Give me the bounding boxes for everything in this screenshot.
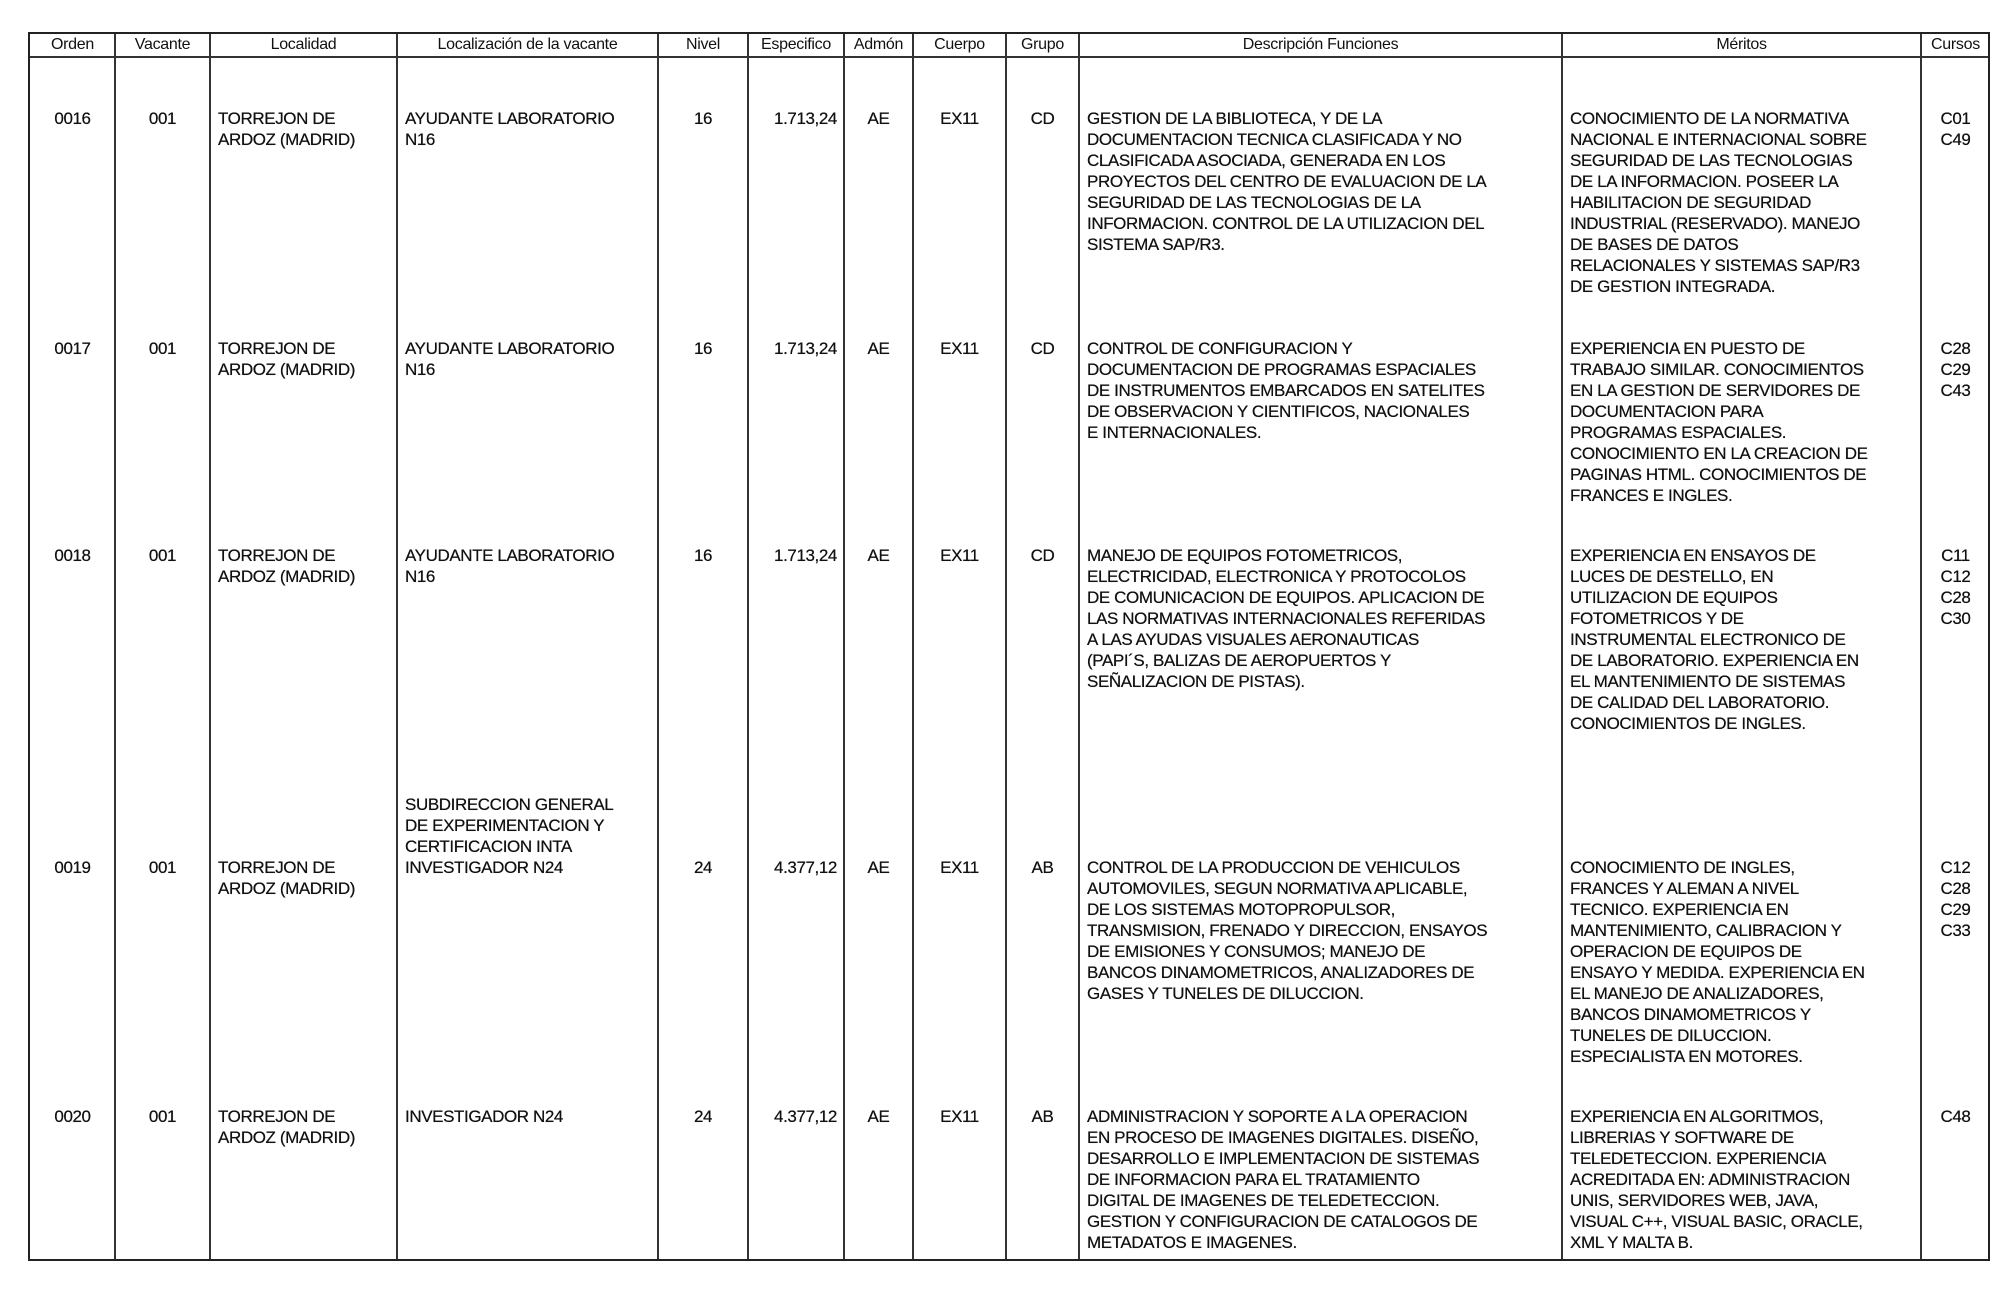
header-grupo: Grupo <box>1021 36 1064 53</box>
cell-especifico: 4.377,12 <box>774 858 837 877</box>
header-cuerpo: Cuerpo <box>934 36 985 53</box>
cell-localidad: TORREJON DE ARDOZ (MADRID) <box>218 1107 355 1147</box>
cell-nivel: 24 <box>693 858 713 877</box>
header-nivel: Nivel <box>685 36 721 53</box>
header-orden: Orden <box>51 36 94 53</box>
column-divider <box>209 34 211 1259</box>
header-descripcion: Descripción Funciones <box>1242 36 1399 53</box>
cell-orden: 0020 <box>54 1107 91 1126</box>
cell-grupo: CD <box>1030 339 1055 358</box>
cell-meritos: EXPERIENCIA EN ENSAYOS DE LUCES DE DESTELLO, EN UTILIZACION DE EQUIPOS FOTOMETRICOS Y DE INSTRUMENTAL ELECTRONICO DE DE LABORATORIO. EXPERIENCIA EN EL MANTENIMIENTO DE SISTEMAS DE CALIDAD DEL LABORATORIO. CONOCIMIENTOS DE INGLES. <box>1570 546 1859 733</box>
cell-localidad: TORREJON DE ARDOZ (MADRID) <box>218 546 355 586</box>
cell-nivel: 16 <box>693 109 713 128</box>
cell-descripcion: CONTROL DE LA PRODUCCION DE VEHICULOS AUTOMOVILES, SEGUN NORMATIVA APLICABLE, DE LOS SISTEMAS MOTOPROPULSOR, TRANSMISION, FRENADO Y DIRECCION, ENSAYOS DE EMISIONES Y CONSUMOS; MANEJO DE BANCOS DINAMOMETRICOS, ANALIZADORES DE GASES Y TUNELES DE DILUCCION. <box>1087 858 1488 1003</box>
cell-descripcion: MANEJO DE EQUIPOS FOTOMETRICOS, ELECTRICIDAD, ELECTRONICA Y PROTOCOLOS DE COMUNICACION DE EQUIPOS. APLICACION DE LAS NORMATIVAS INTERNACIONALES REFERIDAS A LAS AYUDAS VISUALES AERONAUTICAS (PAPI´S, BALIZAS DE AEROPUERTOS Y SEÑALIZACION DE PISTAS). <box>1087 546 1486 691</box>
cell-admon: AE <box>867 109 890 128</box>
table-header <box>30 34 1988 58</box>
header-localizacion: Localización de la vacante <box>437 36 618 53</box>
cell-nivel: 24 <box>693 1107 713 1126</box>
column-divider <box>747 34 749 1259</box>
cell-localizacion: INVESTIGADOR N24 <box>405 1107 563 1126</box>
cell-especifico: 1.713,24 <box>774 546 837 565</box>
cell-cursos: C48 <box>1940 1107 1971 1126</box>
column-divider <box>1005 34 1007 1259</box>
cell-especifico: 4.377,12 <box>774 1107 837 1126</box>
cell-cuerpo: EX11 <box>940 858 979 877</box>
cell-cursos: C01 C49 <box>1940 109 1971 149</box>
cell-localizacion: AYUDANTE LABORATORIO N16 <box>405 546 615 586</box>
header-meritos: Méritos <box>1716 36 1767 53</box>
header-admon: Admón <box>853 36 904 53</box>
cell-cuerpo: EX11 <box>940 109 979 128</box>
cell-descripcion: ADMINISTRACION Y SOPORTE A LA OPERACION EN PROCESO DE IMAGENES DIGITALES. DISEÑO, DESARROLLO E IMPLEMENTACION DE SISTEMAS DE INFORMACION PARA EL TRATAMIENTO DIGITAL DE IMAGENES DE TELEDETECCION. GESTION Y CONFIGURACION DE CATALOGOS DE METADATOS E IMAGENES. <box>1087 1107 1480 1252</box>
cell-vacante: 001 <box>148 546 177 565</box>
cell-orden: 0019 <box>54 858 91 877</box>
cell-grupo: CD <box>1030 109 1055 128</box>
column-divider <box>1078 34 1080 1259</box>
cell-orden: 0018 <box>54 546 91 565</box>
cell-cursos: C28 C29 C43 <box>1940 339 1971 400</box>
cell-localizacion: SUBDIRECCION GENERAL DE EXPERIMENTACION Y CERTIFICACION INTA INVESTIGADOR N24 <box>405 795 614 877</box>
cell-meritos: CONOCIMIENTO DE INGLES, FRANCES Y ALEMAN A NIVEL TECNICO. EXPERIENCIA EN MANTENIMIENTO, CALIBRACION Y OPERACION DE EQUIPOS DE ENSAYO Y MEDIDA. EXPERIENCIA EN EL MANEJO DE ANALIZADORES, BANCOS DINAMOMETRICOS Y TUNELES DE DILUCCION. ESPECIALISTA EN MOTORES. <box>1570 858 1865 1066</box>
cell-admon: AE <box>867 858 890 877</box>
cell-admon: AE <box>867 1107 890 1126</box>
cell-vacante: 001 <box>148 858 177 877</box>
header-localidad: Localidad <box>270 36 337 53</box>
cell-meritos: EXPERIENCIA EN ALGORITMOS, LIBRERIAS Y SOFTWARE DE TELEDETECCION. EXPERIENCIA ACREDITADA EN: ADMINISTRACION UNIS, SERVIDORES WEB, JAVA, VISUAL C++, VISUAL BASIC, ORACLE, XML Y MALTA B. <box>1570 1107 1863 1252</box>
cell-meritos: CONOCIMIENTO DE LA NORMATIVA NACIONAL E INTERNACIONAL SOBRE SEGURIDAD DE LAS TECNOLOGIAS DE LA INFORMACION. POSEER LA HABILITACION DE SEGURIDAD INDUSTRIAL (RESERVADO). MANEJO DE BASES DE DATOS RELACIONALES Y SISTEMAS SAP/R3 DE GESTION INTEGRADA. <box>1570 109 1867 296</box>
cell-grupo: CD <box>1030 546 1055 565</box>
cell-localizacion: AYUDANTE LABORATORIO N16 <box>405 109 615 149</box>
column-divider <box>114 34 116 1259</box>
cell-admon: AE <box>867 339 890 358</box>
cell-nivel: 16 <box>693 339 713 358</box>
cell-nivel: 16 <box>693 546 713 565</box>
cell-grupo: AB <box>1031 1107 1054 1126</box>
cell-especifico: 1.713,24 <box>774 109 837 128</box>
cell-vacante: 001 <box>148 339 177 358</box>
cell-especifico: 1.713,24 <box>774 339 837 358</box>
header-vacante: Vacante <box>134 36 191 53</box>
cell-localidad: TORREJON DE ARDOZ (MADRID) <box>218 858 355 898</box>
cell-cursos: C12 C28 C29 C33 <box>1940 858 1971 940</box>
cell-cursos: C11 C12 C28 C30 <box>1940 546 1971 628</box>
header-especifico: Especifico <box>761 36 831 53</box>
cell-vacante: 001 <box>148 1107 177 1126</box>
header-cursos: Cursos <box>1931 36 1980 53</box>
cell-descripcion: CONTROL DE CONFIGURACION Y DOCUMENTACION DE PROGRAMAS ESPACIALES DE INSTRUMENTOS EMBARCADOS EN SATELITES DE OBSERVACION Y CIENTIFICOS, NACIONALES E INTERNACIONALES. <box>1087 339 1485 442</box>
cell-vacante: 001 <box>148 109 177 128</box>
cell-localidad: TORREJON DE ARDOZ (MADRID) <box>218 109 355 149</box>
column-divider <box>657 34 659 1259</box>
cell-meritos: EXPERIENCIA EN PUESTO DE TRABAJO SIMILAR. CONOCIMIENTOS EN LA GESTION DE SERVIDORES DE DOCUMENTACION PARA PROGRAMAS ESPACIALES. CONOCIMIENTO EN LA CREACION DE PAGINAS HTML. CONOCIMIENTOS DE FRANCES E INGLES. <box>1570 339 1868 505</box>
column-divider <box>843 34 845 1259</box>
cell-grupo: AB <box>1031 858 1054 877</box>
cell-cuerpo: EX11 <box>940 1107 979 1126</box>
cell-localidad: TORREJON DE ARDOZ (MADRID) <box>218 339 355 379</box>
cell-cuerpo: EX11 <box>940 339 979 358</box>
cell-orden: 0016 <box>54 109 91 128</box>
cell-localizacion: AYUDANTE LABORATORIO N16 <box>405 339 615 379</box>
cell-cuerpo: EX11 <box>940 546 979 565</box>
vacancies-table <box>28 32 1990 1261</box>
cell-admon: AE <box>867 546 890 565</box>
column-divider <box>912 34 914 1259</box>
cell-orden: 0017 <box>54 339 91 358</box>
cell-descripcion: GESTION DE LA BIBLIOTECA, Y DE LA DOCUMENTACION TECNICA CLASIFICADA Y NO CLASIFICADA ASOCIADA, GENERADA EN LOS PROYECTOS DEL CENTRO DE EVALUACION DE LA SEGURIDAD DE LAS TECNOLOGIAS DE LA INFORMACION. CONTROL DE LA UTILIZACION DEL SISTEMA SAP/R3. <box>1087 109 1487 254</box>
column-divider <box>396 34 398 1259</box>
